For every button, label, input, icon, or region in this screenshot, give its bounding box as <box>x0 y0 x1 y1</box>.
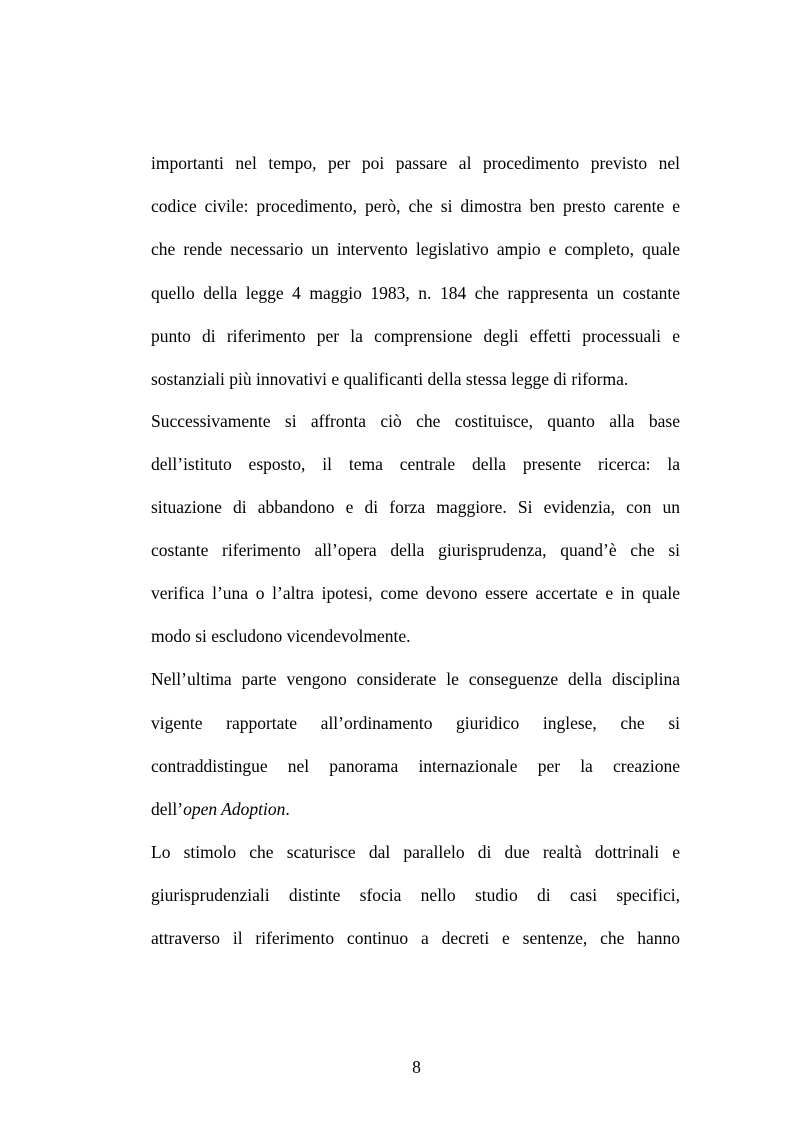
text-fragment: . <box>285 799 290 819</box>
text-line: che rende necessario un intervento legislativo ampio e completo, quale <box>151 239 680 259</box>
text-line: costante riferimento all’opera della giurisprudenza, quand’è che si <box>151 540 680 560</box>
text-line: quello della legge 4 maggio 1983, n. 184 che rappresenta un costante <box>151 283 680 303</box>
text-line: giurisprudenziali distinte sfocia nello studio di casi specifici, <box>151 885 680 905</box>
text-line: contraddistingue nel panorama internazionale per la creazione <box>151 756 680 776</box>
text-line: dell’istituto esposto, il tema centrale della presente ricerca: la <box>151 454 680 474</box>
text-line: punto di riferimento per la comprensione degli effetti processuali e <box>151 326 680 346</box>
text-line: verifica l’una o l’altra ipotesi, come devono essere accertate e in quale <box>151 583 680 603</box>
text-line: Nell’ultima parte vengono considerate le conseguenze della disciplina <box>151 669 680 689</box>
text-line: attraverso il riferimento continuo a decreti e sentenze, che hanno <box>151 928 680 948</box>
text-line: importanti nel tempo, per poi passare al procedimento previsto nel <box>151 153 680 173</box>
text-fragment: dell’ <box>151 799 184 819</box>
text-line: codice civile: procedimento, però, che si dimostra ben presto carente e <box>151 196 680 216</box>
text-line: modo si escludono vicendevolmente. <box>151 626 411 646</box>
text-line: Lo stimolo che scaturisce dal parallelo di due realtà dottrinali e <box>151 842 680 862</box>
text-line <box>151 798 680 820</box>
page-number: 8 <box>412 1057 421 1077</box>
text-line: sostanziali più innovativi e qualificanti della stessa legge di riforma. <box>151 369 629 389</box>
text-line: vigente rapportate all’ordinamento giuridico inglese, che si <box>151 713 680 733</box>
text-line: Successivamente si affronta ciò che costituisce, quanto alla base <box>151 411 680 431</box>
italic-term: open Adoption <box>183 799 286 819</box>
text-line: situazione di abbandono e di forza maggiore. Si evidenzia, con un <box>151 497 680 517</box>
